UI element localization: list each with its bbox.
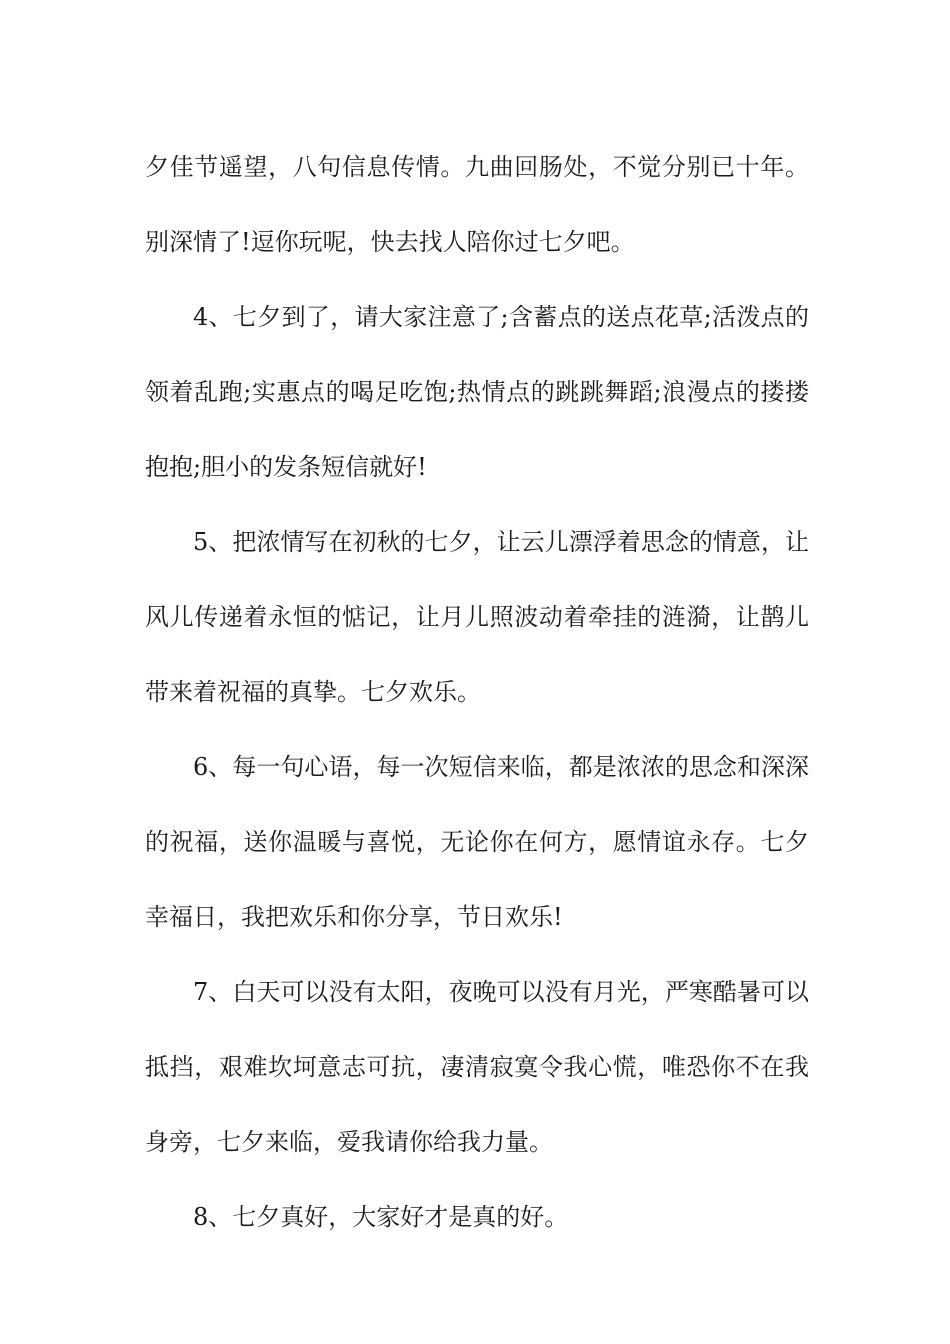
document-body bbox=[145, 130, 809, 1255]
paragraph-item-5: 5、把浓情写在初秋的七夕，让云儿漂浮着思念的情意，让风儿传递着永恒的惦记，让月儿照波动着牵挂的涟漪，让鹊儿带来着祝福的真挚。七夕欢乐。 bbox=[145, 528, 809, 706]
paragraph-item-4: 4、七夕到了，请大家注意了;含蓄点的送点花草;活泼点的领着乱跑;实惠点的喝足吃饱;热情点的跳跳舞蹈;浪漫点的搂搂抱抱;胆小的发条短信就好! bbox=[145, 303, 809, 481]
paragraph-item-7: 7、白天可以没有太阳，夜晚可以没有月光，严寒酷暑可以抵挡，艰难坎坷意志可抗，凄清寂寞令我心慌，唯恐你不在我身旁，七夕来临，爱我请你给我力量。 bbox=[145, 978, 809, 1156]
paragraph-item-6: 6、每一句心语，每一次短信来临，都是浓浓的思念和深深的祝福，送你温暖与喜悦，无论你在何方，愿情谊永存。七夕幸福日，我把欢乐和你分享，节日欢乐! bbox=[145, 753, 809, 931]
paragraph-continuation: 夕佳节遥望，八句信息传情。九曲回肠处，不觉分别已十年。别深情了!逗你玩呢，快去找人陪你过七夕吧。 bbox=[145, 153, 809, 256]
paragraph-item-8: 8、七夕真好，大家好才是真的好。 bbox=[193, 1203, 569, 1231]
